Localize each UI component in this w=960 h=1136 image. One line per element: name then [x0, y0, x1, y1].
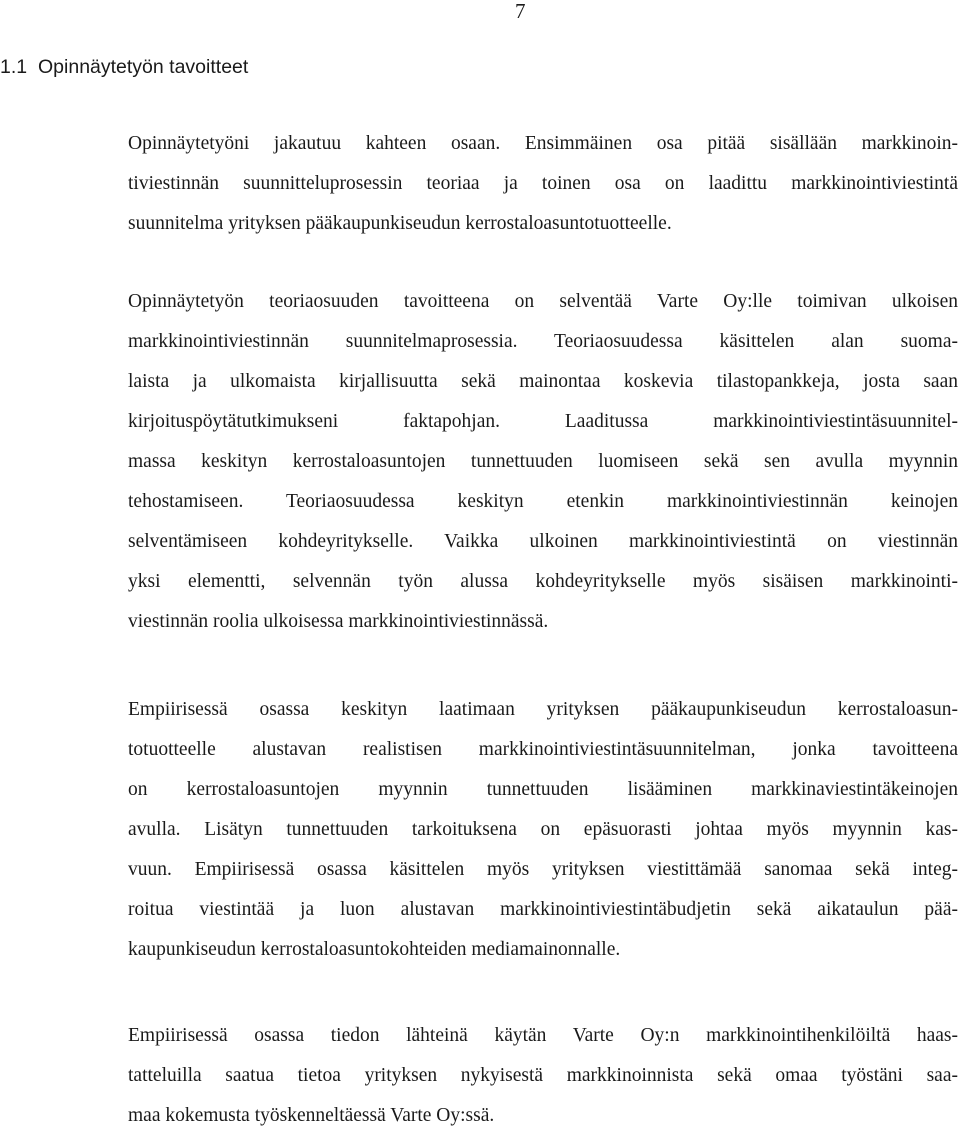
paragraph-sources: [128, 1016, 958, 1136]
paragraph-intro: [128, 124, 958, 244]
paragraph-line: tatteluilla saatua tietoa yrityksen nykyisestä markkinoinnista sekä omaa työstäni saa-: [128, 1065, 958, 1086]
paragraph-line: suunnitelma yrityksen pääkaupunkiseudun kerrostaloasuntotuotteelle.: [128, 213, 672, 234]
paragraph-line: massa keskityn kerrostaloasuntojen tunnettuuden luomiseen sekä sen avulla myynnin: [128, 451, 958, 472]
paragraph-line: viestinnän roolia ulkoisessa markkinointiviestinnässä.: [128, 611, 549, 632]
paragraph-theory: [128, 282, 958, 642]
paragraph-line: roitua viestintää ja luon alustavan markkinointiviestintäbudjetin sekä aikataulun pää-: [128, 899, 958, 920]
paragraph-line: yksi elementti, selvennän työn alussa kohdeyritykselle myös sisäisen markkinointi-: [128, 571, 958, 592]
paragraph-empirical: [128, 690, 958, 970]
paragraph-line: kirjoituspöytätutkimukseni faktapohjan. Laaditussa markkinointiviestintäsuunnitel-: [128, 411, 958, 432]
paragraph-line: vuun. Empiirisessä osassa käsittelen myös yrityksen viestittämää sanomaa sekä integ-: [128, 859, 958, 880]
paragraph-line: tiviestinnän suunnitteluprosessin teoriaa ja toinen osa on laadittu markkinointiviestintä: [128, 173, 958, 194]
section-heading: [0, 54, 248, 80]
paragraph-line: on kerrostaloasuntojen myynnin tunnettuuden lisääminen markkinaviestintäkeinojen: [128, 779, 958, 800]
paragraph-line: selventämiseen kohdeyritykselle. Vaikka ulkoinen markkinointiviestintä on viestinnän: [128, 531, 958, 552]
section-title: Opinnäytetyön tavoitteet: [38, 56, 249, 78]
paragraph-line: Empiirisessä osassa keskityn laatimaan yrityksen pääkaupunkiseudun kerrostaloasun-: [128, 699, 958, 720]
paragraph-line: kaupunkiseudun kerrostaloasuntokohteiden mediamainonnalle.: [128, 939, 621, 960]
paragraph-line: avulla. Lisätyn tunnettuuden tarkoituksena on epäsuorasti johtaa myös myynnin kas-: [128, 819, 958, 840]
paragraph-line: Opinnäytetyön teoriaosuuden tavoitteena on selventää Varte Oy:lle toimivan ulkoisen: [128, 291, 958, 312]
page-number: 7: [515, 0, 526, 23]
paragraph-line: tehostamiseen. Teoriaosuudessa keskityn etenkin markkinointiviestinnän keinojen: [128, 491, 958, 512]
paragraph-line: markkinointiviestinnän suunnitelmaprosessia. Teoriaosuudessa käsittelen alan suoma-: [128, 331, 958, 352]
section-number: 1.1: [0, 56, 28, 78]
paragraph-line: totuotteelle alustavan realistisen markkinointiviestintäsuunnitelman, jonka tavoitteena: [128, 739, 958, 760]
paragraph-line: laista ja ulkomaista kirjallisuutta sekä mainontaa koskevia tilastopankkeja, josta saan: [128, 371, 958, 392]
paragraph-line: maa kokemusta työskenneltäessä Varte Oy:ssä.: [128, 1105, 495, 1126]
paragraph-line: Empiirisessä osassa tiedon lähteinä käytän Varte Oy:n markkinointihenkilöiltä haas-: [128, 1025, 958, 1046]
paragraph-line: Opinnäytetyöni jakautuu kahteen osaan. Ensimmäinen osa pitää sisällään markkinoin-: [128, 133, 958, 154]
